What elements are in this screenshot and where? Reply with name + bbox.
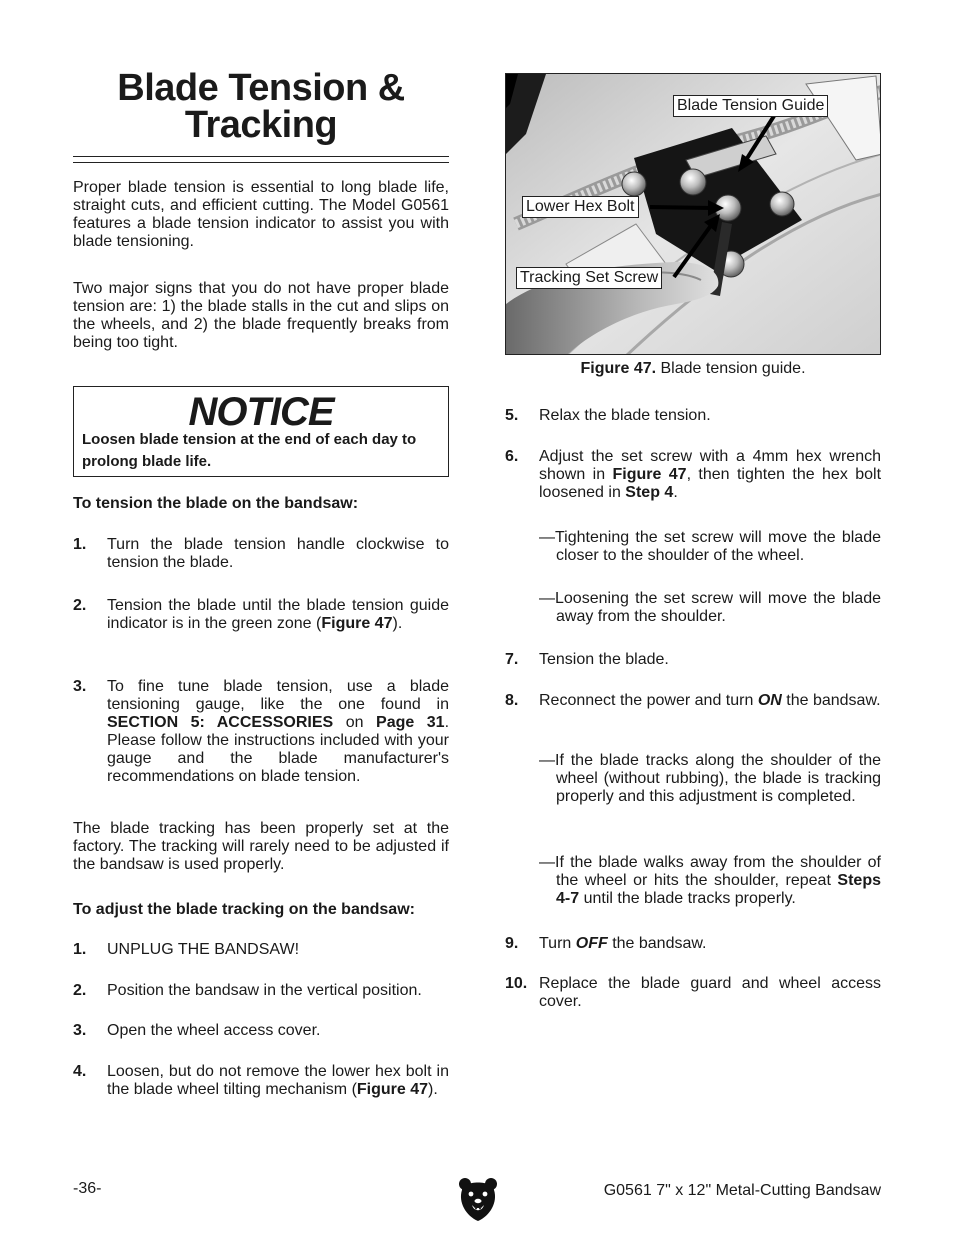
notice-box — [73, 386, 449, 477]
step-text — [539, 692, 881, 710]
text-run: Tension the blade until the blade tension guide indicator is in the green zone ( — [107, 597, 449, 632]
text-run: ). — [428, 1081, 438, 1098]
step-number: 9. — [505, 935, 519, 952]
figure-reference: Figure 47 — [321, 615, 393, 632]
text-run: . Please follow the instructions included with your gauge and the blade manufacturer's recommendations on blade tension. — [107, 714, 450, 785]
figure-47-caption — [505, 360, 881, 378]
note-text: —Tightening the set screw will move the blade closer to the shoulder of the wheel. — [539, 529, 881, 564]
step-6-note-loosening — [539, 590, 881, 626]
step-text — [539, 935, 881, 953]
step-number: 5. — [505, 407, 519, 424]
steps-reference: Steps 4-7 — [556, 872, 881, 907]
page-reference: Page 31 — [376, 714, 445, 731]
tracking-heading: To adjust the blade tracking on the bandsaw: — [73, 901, 415, 918]
step-reference: Step 4 — [625, 484, 674, 501]
title-divider — [73, 156, 449, 163]
text-run: the bandsaw. — [781, 692, 881, 709]
figure-reference: Figure 47 — [612, 466, 687, 483]
step-number: 1. — [73, 536, 87, 553]
page-number: -36- — [73, 1180, 102, 1197]
intro-paragraph-2: Two major signs that you do not have proper blade tension are: 1) the blade stalls in the cut and slips on the wheels, and 2) the blade frequently breaks from being too tight. — [73, 280, 449, 351]
off-emphasis: OFF — [575, 935, 608, 952]
text-run: Turn — [539, 935, 576, 952]
step-number: 6. — [505, 448, 519, 465]
step-number: 8. — [505, 692, 519, 709]
manual-model-title: G0561 7" x 12" Metal-Cutting Bandsaw — [603, 1182, 881, 1199]
bear-head-logo-icon — [458, 1176, 498, 1222]
on-emphasis: ON — [757, 692, 782, 709]
step-8-note-tracking-ok — [539, 752, 881, 806]
step-text: Position the bandsaw in the vertical position. — [107, 982, 422, 999]
text-run: Loosen, but do not remove the lower hex bolt in the blade wheel tilting mechanism ( — [107, 1063, 449, 1098]
text-run: ). — [392, 615, 403, 632]
intro-paragraph-1: Proper blade tension is essential to long blade life, straight cuts, and efficient cutting. The Model G0561 features a blade tension indicator to assist you with blade tensioning. — [73, 179, 449, 250]
step-number: 1. — [73, 941, 87, 958]
step-number: 2. — [73, 982, 87, 999]
step-number: 10. — [505, 975, 528, 992]
step-number: 3. — [73, 678, 87, 695]
text-run: Reconnect the power and turn — [539, 692, 758, 709]
step-text: Relax the blade tension. — [539, 407, 711, 424]
step-8-note-repeat — [539, 854, 881, 908]
text-run: . — [673, 484, 678, 501]
step-text: Replace the blade guard and wheel access cover. — [539, 975, 881, 1010]
step-text: UNPLUG THE BANDSAW! — [107, 941, 300, 958]
tension-heading: To tension the blade on the bandsaw: — [73, 495, 359, 512]
notice-heading: NOTICE — [188, 390, 334, 434]
text-run: on — [333, 714, 377, 731]
step-number: 3. — [73, 1022, 87, 1039]
tracking-intro: The blade tracking has been properly set at the factory. The tracking will rarely need to be adjusted if the bandsaw is used properly. — [73, 820, 449, 873]
caption-label: Figure 47. — [580, 360, 657, 377]
note-text — [539, 854, 881, 908]
step-text — [107, 1063, 449, 1099]
text-run: Adjust the set screw with a 4mm hex wrench shown in — [539, 448, 881, 483]
callout-tracking-set-screw: Tracking Set Screw — [516, 267, 662, 289]
step-text — [107, 678, 449, 786]
step-text — [539, 448, 881, 502]
figure-47-photo — [505, 73, 881, 355]
text-run: , then tighten the hex bolt loosened in — [539, 466, 882, 501]
caption-text: Blade tension guide. — [656, 360, 806, 377]
step-number: 2. — [73, 597, 87, 614]
section-reference: SECTION 5: ACCESSORIES — [107, 714, 334, 731]
page-title — [73, 67, 449, 146]
figure-reference: Figure 47 — [356, 1081, 429, 1098]
note-text: —Loosening the set screw will move the blade away from the shoulder. — [539, 590, 881, 625]
page-title-line-2: Tracking — [184, 104, 338, 146]
step-text: Tension the blade. — [539, 651, 669, 668]
callout-lower-hex-bolt: Lower Hex Bolt — [522, 196, 639, 218]
step-text — [107, 597, 449, 633]
step-number: 7. — [505, 651, 519, 668]
notice-body: Loosen blade tension at the end of each day to prolong blade life. — [82, 431, 417, 470]
callout-blade-tension-guide: Blade Tension Guide — [673, 95, 828, 117]
step-number: 4. — [73, 1063, 87, 1080]
page-title-line-1: Blade Tension & — [117, 67, 405, 109]
text-run: the bandsaw. — [607, 935, 707, 952]
text-run: —If the blade walks away from the shoulder of the wheel or hits the shoulder, repeat — [539, 854, 881, 889]
note-text: —If the blade tracks along the shoulder of the wheel (without rubbing), the blade is tracking properly and this adjustment is completed. — [539, 752, 881, 805]
step-text: Open the wheel access cover. — [107, 1022, 321, 1039]
text-run: To fine tune blade tension, use a blade tensioning gauge, like the one found in — [107, 678, 449, 713]
step-6-note-tightening — [539, 529, 881, 565]
text-run: until the blade tracks properly. — [579, 890, 796, 907]
step-text: Turn the blade tension handle clockwise to tension the blade. — [107, 536, 449, 571]
